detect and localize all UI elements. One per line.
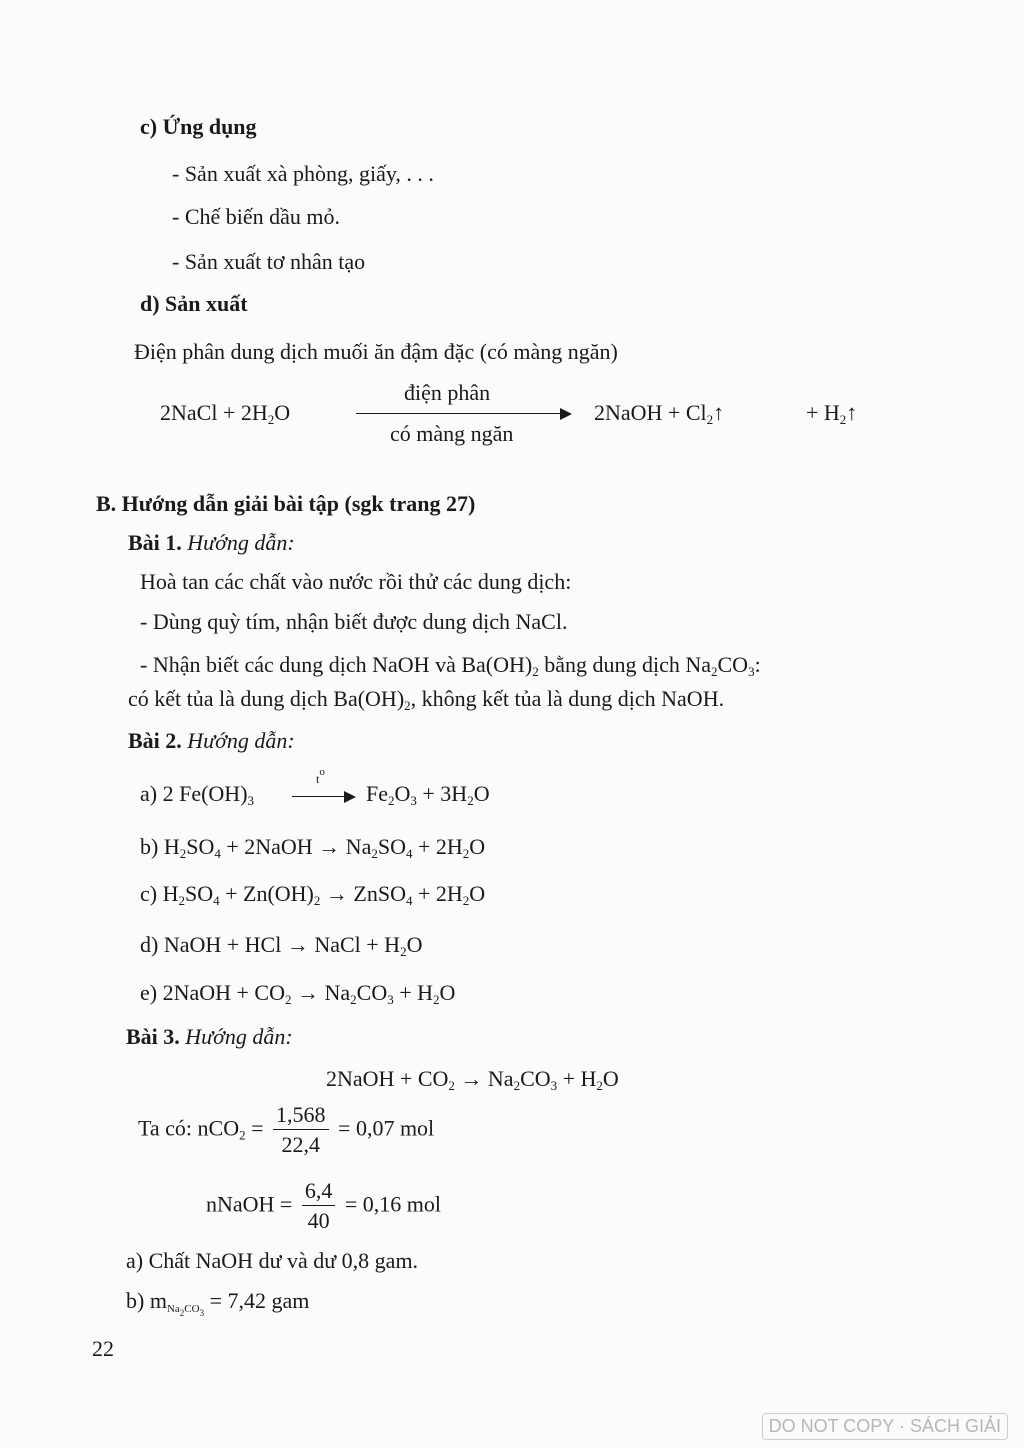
bai2-label: Bài 2. Hướng dẫn: <box>128 728 295 753</box>
heat-arrowhead <box>344 791 356 803</box>
condition-top: điện phân <box>404 380 491 405</box>
list-item: - Sản xuất xà phòng, giấy, . . . <box>172 161 434 186</box>
answer-a: a) Chất NaOH dư và dư 0,8 gam. <box>126 1248 419 1273</box>
equation-right: 2NaOH + $Cl_2↑$ <box>594 400 725 427</box>
bai1-line: có kết tủa là dung dịch $Ba(OH)_2$, không kết tủa là dung dịch NaOH. <box>128 686 725 713</box>
reaction-c: c) $H_2SO_4 + Zn(OH)_2$ → ZnSO$_4$ + $2H_2O$ <box>140 881 486 908</box>
reaction-e: e) 2NaOH + $CO_2 \to Na_2CO_3 + H_2O$ <box>140 980 456 1007</box>
condition-bottom: có màng ngăn <box>390 421 514 446</box>
list-item: - Chế biến dầu mỏ. <box>172 204 341 229</box>
bai1-line: - Dùng quỳ tím, nhận biết được dung dịch NaCl. <box>140 609 568 634</box>
reaction-arrow <box>356 413 562 414</box>
co2-moles: Ta có: nCO$_2$ = $\frac{1,568}{22,4}$ = 0,07 mol <box>138 1102 435 1158</box>
answer-b: b) $m_{Na_2CO_3} = 7,42$ gam <box>126 1288 310 1318</box>
bai1-label: Bài 1. Hướng dẫn: <box>128 530 295 555</box>
bai1-line: Hoà tan các chất vào nước rồi thử các dung dịch: <box>140 569 572 594</box>
watermark-logo: DO NOT COPY · SÁCH GIẢI <box>762 1413 1008 1440</box>
bai3-label: Bài 3. Hướng dẫn: <box>126 1024 293 1049</box>
section-b-heading: B. Hướng dẫn giải bài tập (sgk trang 27) <box>96 491 476 516</box>
reaction-d: d) NaOH + HCl → NaCl + $H_2O$ <box>140 932 423 959</box>
electrolysis-intro: Điện phân dung dịch muối ăn đậm đặc (có màng ngăn) <box>134 339 618 364</box>
reaction-a: a) 2 $Fe(OH)_3$ <box>140 781 255 808</box>
bai1-line: - Nhận biết các dung dịch NaOH và $Ba(OH)_2$ bằng dung dịch $Na_2CO_3$: <box>140 652 761 679</box>
naoh-moles: nNaOH = $\frac{6,4}{40}$ = 0,16 mol <box>206 1178 441 1234</box>
reaction-a-products: $Fe_2O_3 + 3H_2O$ <box>366 781 490 808</box>
heading-san-xuat: d) Sản xuất <box>140 291 248 316</box>
heat-arrow <box>292 796 346 797</box>
equation-left: 2NaCl + $2H_2O$ <box>160 400 291 427</box>
bai3-equation: 2NaOH + $CO_2 \to Na_2CO_3 + H_2O$ <box>326 1066 619 1093</box>
list-item: - Sản xuất tơ nhân tạo <box>172 249 366 274</box>
heading-ung-dung: c) Ứng dụng <box>140 114 257 139</box>
reaction-arrowhead <box>560 408 572 420</box>
equation-h2: + $H_2↑$ <box>806 400 858 427</box>
page-number: 22 <box>92 1336 114 1361</box>
reaction-b: b) $H_2SO_4$ + 2NaOH → $Na_2SO_4 + 2H_2O$ <box>140 834 486 861</box>
temperature-label: $t^o$ <box>316 766 325 786</box>
